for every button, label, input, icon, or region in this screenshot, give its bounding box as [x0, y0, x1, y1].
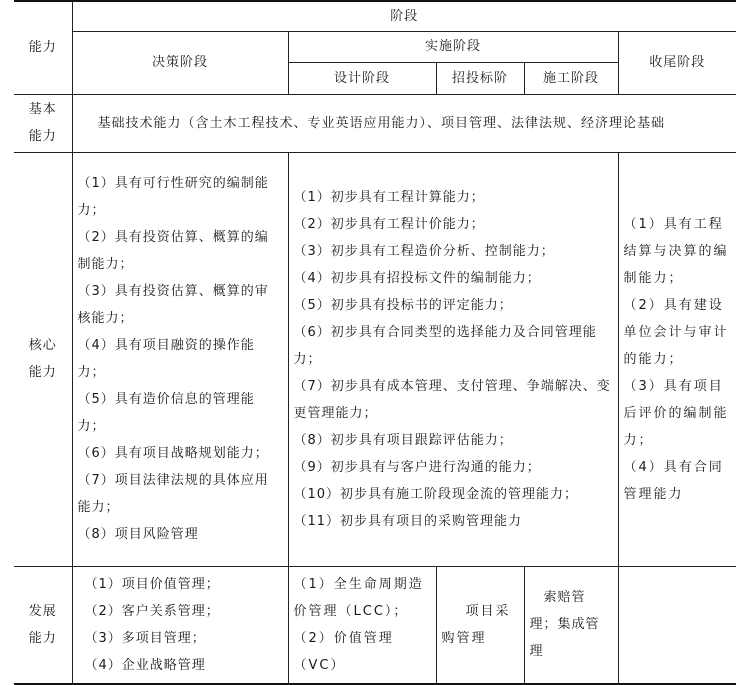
construction-stage-header: 施工阶段	[524, 62, 618, 94]
list-item: （5）初步具有投标书的评定能力；	[293, 297, 513, 313]
bidding-stage-header: 招投标阶	[436, 62, 524, 94]
list-item: （6）具有项目战略规划能力；	[77, 446, 269, 461]
list-item: （2）客户关系管理；	[84, 603, 220, 619]
list-item: （1）具有可行性研究的编制能力；	[77, 176, 269, 218]
core-closing-cell	[618, 152, 736, 566]
header-row-2	[14, 31, 736, 62]
basic-capability-row	[14, 94, 736, 152]
design-stage-header: 设计阶段	[288, 62, 436, 94]
list-item: （3）具有项目后评价的编制能力；	[623, 378, 729, 448]
list-item: （2）具有建设单位会计与审计的能力；	[623, 297, 729, 367]
list-item: （4）具有项目融资的操作能力；	[77, 338, 255, 380]
development-decision-cell	[72, 566, 288, 684]
list-item: （5）具有造价信息的管理能力；	[77, 392, 255, 434]
core-capability-label: 核心 能力	[14, 152, 72, 566]
list-item: （8）项目风险管理	[77, 527, 199, 542]
development-capability-row	[14, 566, 736, 684]
development-capability-label: 发展 能力	[14, 566, 72, 684]
development-construction-cell: 索赔管理；集成管理	[524, 566, 618, 684]
list-item: （4）企业战略管理	[84, 657, 206, 673]
stage-header: 阶段	[72, 1, 736, 31]
list-item: （9）初步具有与客户进行沟通的能力；	[293, 459, 541, 475]
list-item: （2）初步具有工程计价能力；	[293, 216, 485, 232]
implementation-stage-header: 实施阶段	[288, 31, 618, 62]
development-closing-cell	[618, 566, 736, 684]
list-item: （8）初步具有项目跟踪评估能力；	[293, 432, 513, 448]
core-capability-row	[14, 152, 736, 566]
header-row-1	[14, 1, 736, 31]
list-item: （7）项目法律法规的具体应用能力；	[77, 473, 269, 515]
list-item: （7）初步具有成本管理、支付管理、争端解决、变更管理能力；	[293, 378, 611, 421]
development-design-cell: （1）全生命周期造价管理（LCC）；（2）价值管理（VC）	[288, 566, 436, 684]
list-item: （3）初步具有工程造价分析、控制能力；	[293, 243, 555, 259]
core-implementation-cell	[288, 152, 618, 566]
list-item: （3）多项目管理；	[84, 630, 206, 646]
list-item: （2）具有投资估算、概算的编制能力；	[77, 230, 269, 272]
list-item: （4）初步具有招投标文件的编制能力；	[293, 270, 541, 286]
list-item: （10）初步具有施工阶段现金流的管理能力；	[293, 486, 579, 502]
basic-capability-text: 基础技术能力（含土木工程技术、专业英语应用能力）、项目管理、法律法规、经济理论基础	[72, 94, 736, 152]
basic-capability-label: 基本 能力	[14, 94, 72, 152]
capability-header: 能力	[14, 1, 72, 94]
core-decision-cell	[72, 152, 288, 566]
list-item: （1）项目价值管理；	[84, 576, 220, 592]
development-bidding-cell: 项目采购管理	[436, 566, 524, 684]
list-item: （4）具有合同管理能力	[623, 459, 724, 502]
capability-stage-table	[14, 0, 736, 685]
list-item: （3）具有投资估算、概算的审核能力；	[77, 284, 269, 326]
list-item: （1）初步具有工程计算能力；	[293, 189, 485, 205]
decision-stage-header: 决策阶段	[72, 31, 288, 94]
closing-stage-header: 收尾阶段	[618, 31, 736, 94]
list-item: （6）初步具有合同类型的选择能力及合同管理能力；	[293, 324, 597, 367]
list-item: （1）具有工程结算与决算的编制能力；	[623, 216, 729, 286]
list-item: （11）初步具有项目的采购管理能力	[293, 513, 523, 529]
